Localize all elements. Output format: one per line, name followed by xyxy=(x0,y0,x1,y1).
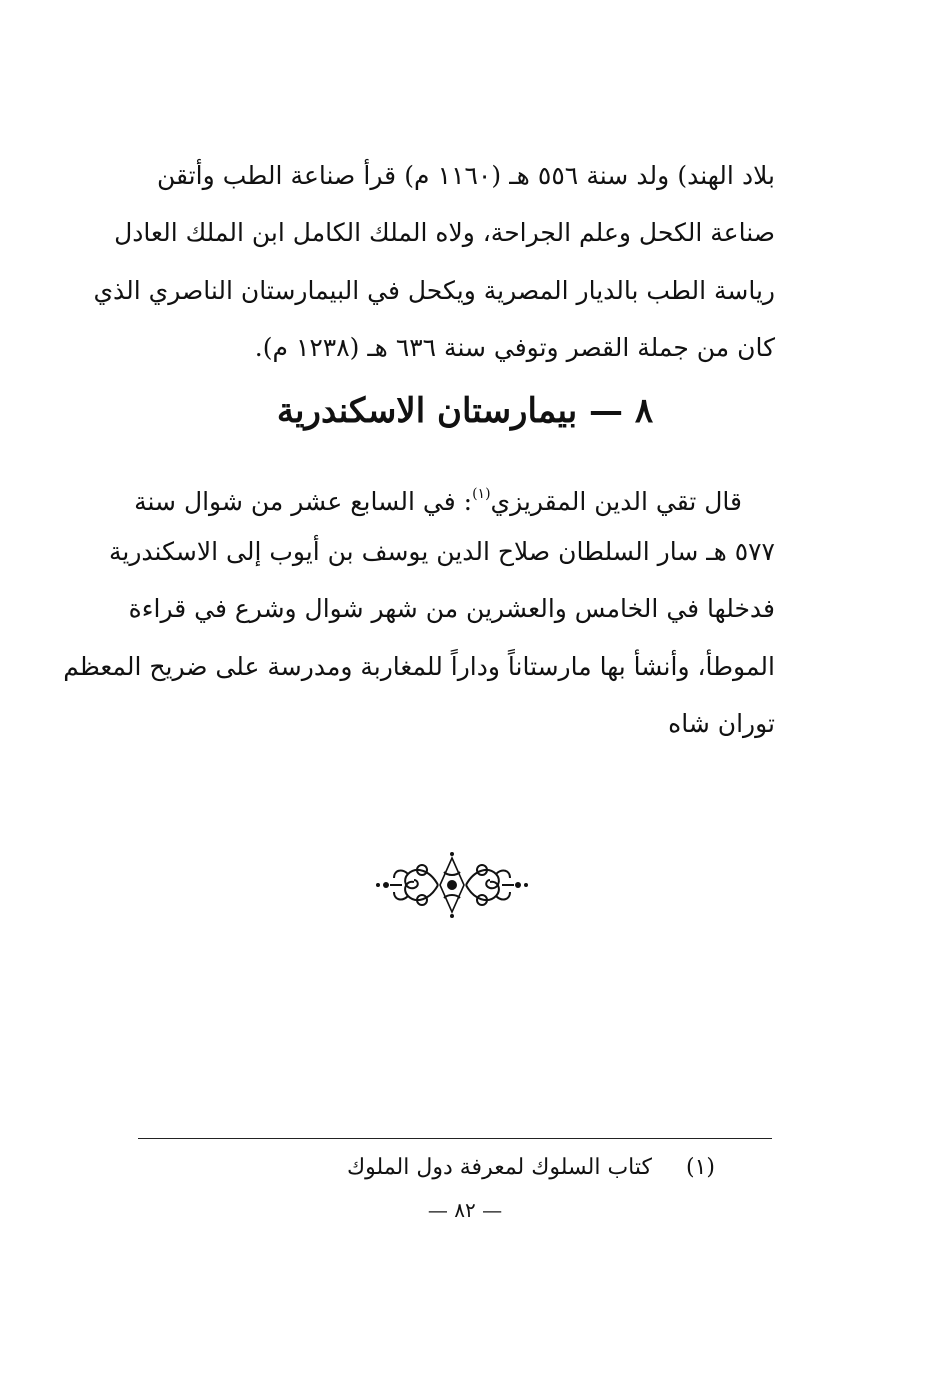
paragraph2-line-4: الموطأ، وأنشأ بها مارستاناً وداراً للمغاربة ومدرسة على ضريح المعظم xyxy=(63,652,775,681)
footnote-reference: (١) xyxy=(472,486,491,502)
footnote-text: كتاب السلوك لمعرفة دول الملوك xyxy=(347,1155,652,1180)
paragraph1-line-1: بلاد الهند) ولد سنة ٥٥٦ هـ (١١٦٠ م) قرأ صناعة الطب وأتقن xyxy=(157,161,776,190)
paragraph2-line-2: ٥٧٧ هـ سار السلطان صلاح الدين يوسف بن أيوب إلى الاسكندرية xyxy=(109,537,775,566)
page-number: — ٨٢ — xyxy=(427,1198,503,1222)
footnote-divider xyxy=(138,1138,772,1139)
paragraph2-line-3: فدخلها في الخامس والعشرين من شهر شوال وشرع في قراءة xyxy=(128,594,775,623)
paragraph1-line-4: كان من جملة القصر وتوفي سنة ٦٣٦ هـ (١٢٣٨ م). xyxy=(254,333,775,362)
footnote-mark: (١) xyxy=(685,1155,715,1180)
paragraph2-line-5: توران شاه xyxy=(668,709,775,738)
paragraph2-line-1-start: قال تقي الدين المقريزي xyxy=(490,487,742,516)
paragraph2-line-1 xyxy=(134,474,742,516)
ornament-icon xyxy=(372,850,532,920)
section-heading: ٨ — بيمارستان الاسكندرية xyxy=(276,391,654,431)
paragraph2-line-1-end: : في السابع عشر من شوال سنة xyxy=(134,487,473,516)
paragraph1-line-3: رياسة الطب بالديار المصرية ويكحل في البيمارستان الناصري الذي xyxy=(93,276,775,305)
paragraph1-line-2: صناعة الكحل وعلم الجراحة، ولاه الملك الكامل ابن الملك العادل xyxy=(114,218,775,247)
footnote xyxy=(347,1150,715,1186)
